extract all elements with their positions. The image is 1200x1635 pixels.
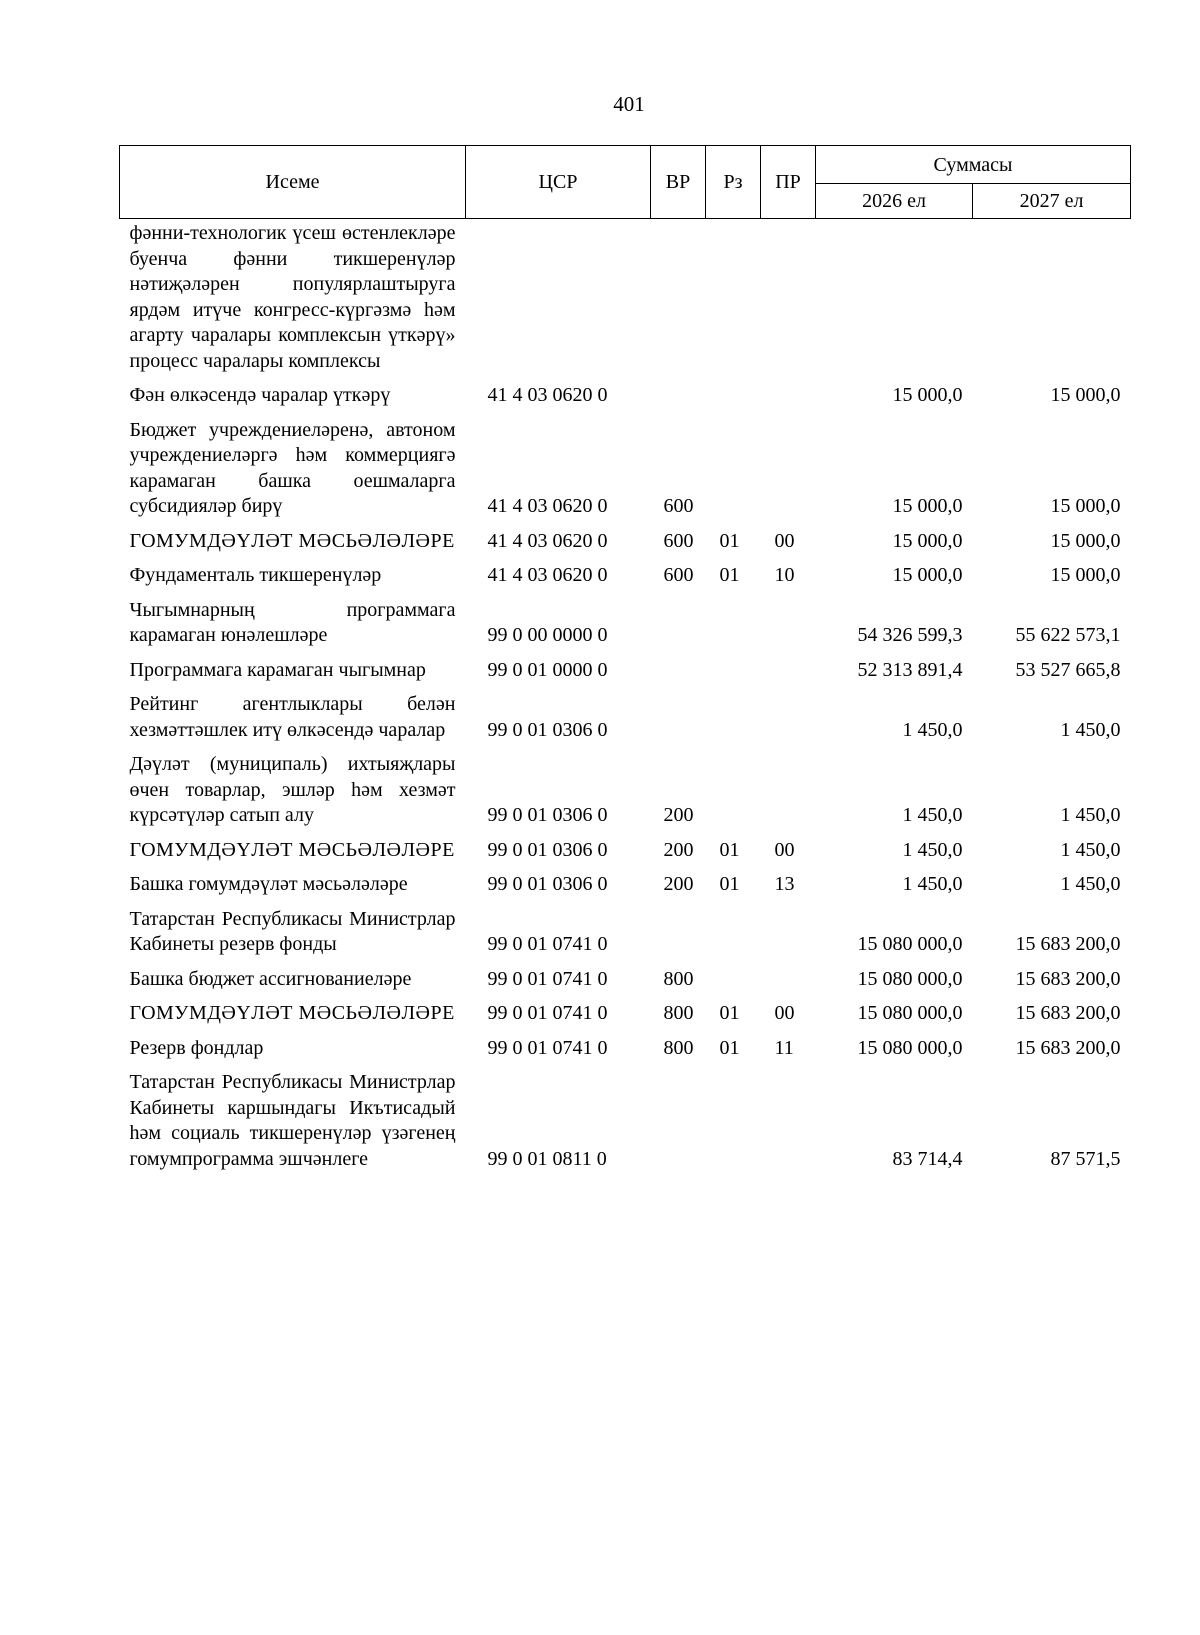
row-sum-2027: 15 000,0 bbox=[1050, 495, 1121, 517]
row-sum-2026 bbox=[816, 219, 973, 375]
row-pr-code bbox=[761, 1061, 816, 1172]
row-sum-2026: 15 000,0 bbox=[892, 384, 963, 406]
row-vr-code bbox=[651, 589, 706, 649]
row-sum-2026: 1 450,0 bbox=[902, 804, 963, 826]
row-csr-code: 99 0 01 0306 0 bbox=[487, 838, 608, 861]
row-csr-code: 41 4 03 0620 0 bbox=[487, 529, 608, 552]
row-name: Дәүләт (муниципаль) ихтыяҗлары өчен товарлар, эшләр һәм хезмәт күрсәтүләр сатып алу bbox=[129, 753, 456, 826]
row-pr-code: 00 bbox=[774, 529, 795, 552]
row-csr-code: 99 0 01 0000 0 bbox=[487, 658, 608, 681]
row-sum-2027: 1 450,0 bbox=[1060, 838, 1121, 861]
table-row bbox=[120, 743, 1131, 829]
row-pr-code bbox=[761, 649, 816, 684]
row-rz-code bbox=[706, 898, 761, 958]
table-header bbox=[120, 146, 1131, 219]
row-csr-code: 99 0 01 0306 0 bbox=[487, 718, 608, 741]
table-row bbox=[120, 898, 1131, 958]
page-number: 401 bbox=[613, 92, 645, 116]
row-name: Фундаменталь тикшеренүләр bbox=[129, 564, 382, 586]
header-vr: ВР bbox=[651, 146, 706, 219]
row-sum-2026: 15 000,0 bbox=[892, 495, 963, 517]
row-csr-code: 41 4 03 0620 0 bbox=[487, 495, 608, 517]
row-name: Резерв фондлар bbox=[129, 1036, 264, 1059]
row-name: Татарстан Республикасы Министрлар Кабинеты резерв фонды bbox=[129, 907, 456, 955]
row-sum-2027: 1 450,0 bbox=[1060, 873, 1121, 895]
row-sum-2026: 54 326 599,3 bbox=[857, 624, 963, 646]
row-csr-code: 99 0 01 0811 0 bbox=[487, 1147, 607, 1170]
row-name: Рейтинг агентлыклары белән хезмәттәшлек итү өлкәсендә чаралар bbox=[129, 693, 456, 741]
budget-table bbox=[119, 145, 1131, 1172]
row-sum-2026: 1 450,0 bbox=[902, 873, 963, 895]
row-rz-code bbox=[706, 1061, 761, 1172]
row-sum-2026: 15 000,0 bbox=[892, 529, 963, 552]
row-sum-2027: 15 000,0 bbox=[1050, 529, 1121, 552]
table-row bbox=[120, 649, 1131, 684]
row-name: ГОМУМДӘҮЛӘТ МӘСЬӘЛӘЛӘРЕ bbox=[129, 529, 455, 552]
row-pr-code: 00 bbox=[774, 838, 795, 861]
row-csr-code: 99 0 01 0741 0 bbox=[487, 1036, 608, 1059]
row-pr-code bbox=[761, 898, 816, 958]
row-pr-code bbox=[761, 958, 816, 993]
row-rz-code bbox=[706, 589, 761, 649]
row-sum-2027 bbox=[973, 219, 1131, 375]
row-sum-2026: 15 080 000,0 bbox=[857, 1036, 963, 1059]
row-vr-code: 800 bbox=[663, 1036, 694, 1059]
row-rz-code: 01 bbox=[719, 1036, 740, 1059]
row-pr-code: 13 bbox=[774, 873, 795, 895]
table-row bbox=[120, 554, 1131, 589]
header-sum: Суммасы bbox=[816, 146, 1131, 184]
row-csr-code: 99 0 01 0306 0 bbox=[487, 873, 608, 895]
row-name: Чыгымнарның программага карамаган юнәлешләре bbox=[129, 598, 456, 646]
row-sum-2026: 1 450,0 bbox=[902, 718, 963, 741]
row-pr-code bbox=[761, 743, 816, 829]
table-row bbox=[120, 829, 1131, 864]
row-rz-code: 01 bbox=[719, 564, 740, 586]
row-sum-2026: 15 000,0 bbox=[892, 564, 963, 586]
row-csr-code: 99 0 01 0306 0 bbox=[487, 804, 608, 826]
row-vr-code: 600 bbox=[663, 495, 694, 517]
row-pr-code bbox=[761, 219, 816, 375]
row-vr-code: 200 bbox=[663, 873, 694, 895]
row-vr-code bbox=[651, 683, 706, 743]
row-csr-code: 41 4 03 0620 0 bbox=[487, 564, 608, 586]
row-pr-code bbox=[761, 409, 816, 520]
row-vr-code: 600 bbox=[663, 529, 694, 552]
row-csr-code bbox=[466, 219, 651, 375]
table-row bbox=[120, 1061, 1131, 1172]
header-year-2026: 2026 ел bbox=[816, 184, 973, 219]
row-name: Бюджет учреждениеләренә, автоном учреждениеләргә һәм коммерциягә карамаган башка оешмаларга субсидияләр бирү bbox=[129, 418, 456, 517]
row-name: Татарстан Республикасы Министрлар Кабинеты каршындагы Икътисадый һәм социаль тикшеренүләр үзәгенең гомумпрограмма эшчәнлеге bbox=[129, 1071, 456, 1170]
row-sum-2027: 15 000,0 bbox=[1050, 384, 1121, 406]
row-name: Программага карамаган чыгымнар bbox=[129, 658, 426, 681]
row-vr-code bbox=[651, 898, 706, 958]
row-csr-code: 99 0 01 0741 0 bbox=[487, 933, 608, 955]
row-sum-2027: 15 000,0 bbox=[1050, 564, 1121, 586]
header-year-2027: 2027 ел bbox=[973, 184, 1131, 219]
row-sum-2027: 15 683 200,0 bbox=[1015, 1002, 1121, 1024]
header-pr: ПР bbox=[761, 146, 816, 219]
row-name: Башка бюджет ассигнованиеләре bbox=[129, 967, 412, 990]
table-row bbox=[120, 219, 1131, 375]
row-rz-code bbox=[706, 743, 761, 829]
table-row bbox=[120, 520, 1131, 555]
table-row bbox=[120, 683, 1131, 743]
row-rz-code: 01 bbox=[719, 529, 740, 552]
row-pr-code bbox=[761, 374, 816, 409]
row-sum-2027: 1 450,0 bbox=[1060, 804, 1121, 826]
row-vr-code: 200 bbox=[663, 804, 694, 826]
row-name: Фән өлкәсендә чаралар үткәрү bbox=[129, 384, 391, 406]
row-rz-code bbox=[706, 683, 761, 743]
row-sum-2027: 55 622 573,1 bbox=[1015, 624, 1121, 646]
row-sum-2026: 83 714,4 bbox=[892, 1147, 963, 1170]
row-name: Башка гомумдәүләт мәсьәләләре bbox=[129, 873, 408, 895]
row-name: фәнни-технологик үсеш өстенлекләре буенча фәнни тикшеренүләр нәтиҗәләрен популярлаштыруга ярдәм итүче конгресс-күргәзмә һәм агарту чаралары комплексын үткәрү» процесс чаралары комплексы bbox=[129, 222, 456, 372]
row-pr-code: 00 bbox=[774, 1002, 795, 1024]
row-pr-code bbox=[761, 589, 816, 649]
row-rz-code: 01 bbox=[719, 873, 740, 895]
row-sum-2027: 53 527 665,8 bbox=[1015, 658, 1121, 681]
table-row bbox=[120, 409, 1131, 520]
row-rz-code bbox=[706, 409, 761, 520]
table-row bbox=[120, 374, 1131, 409]
row-sum-2027: 15 683 200,0 bbox=[1015, 1036, 1121, 1059]
table-row bbox=[120, 992, 1131, 1027]
row-pr-code: 10 bbox=[774, 564, 795, 586]
row-name: ГОМУМДӘҮЛӘТ МӘСЬӘЛӘЛӘРЕ bbox=[129, 838, 455, 861]
row-rz-code: 01 bbox=[719, 838, 740, 861]
row-vr-code bbox=[651, 649, 706, 684]
row-csr-code: 41 4 03 0620 0 bbox=[487, 384, 608, 406]
row-sum-2026: 15 080 000,0 bbox=[857, 967, 963, 990]
row-rz-code bbox=[706, 374, 761, 409]
row-pr-code: 11 bbox=[774, 1036, 794, 1059]
table-row bbox=[120, 1027, 1131, 1062]
row-vr-code bbox=[651, 374, 706, 409]
row-rz-code bbox=[706, 958, 761, 993]
row-rz-code bbox=[706, 219, 761, 375]
row-sum-2026: 52 313 891,4 bbox=[857, 658, 963, 681]
row-sum-2027: 15 683 200,0 bbox=[1015, 933, 1121, 955]
row-vr-code bbox=[651, 1061, 706, 1172]
row-sum-2026: 1 450,0 bbox=[902, 838, 963, 861]
header-name: Исеме bbox=[120, 146, 466, 219]
header-rz: Рз bbox=[706, 146, 761, 219]
row-vr-code bbox=[651, 219, 706, 375]
row-sum-2026: 15 080 000,0 bbox=[857, 1002, 963, 1024]
row-vr-code: 600 bbox=[663, 564, 694, 586]
row-sum-2027: 1 450,0 bbox=[1060, 718, 1121, 741]
row-sum-2027: 87 571,5 bbox=[1050, 1147, 1121, 1170]
row-csr-code: 99 0 01 0741 0 bbox=[487, 1002, 608, 1024]
row-csr-code: 99 0 01 0741 0 bbox=[487, 967, 608, 990]
row-sum-2026: 15 080 000,0 bbox=[857, 933, 963, 955]
row-sum-2027: 15 683 200,0 bbox=[1015, 967, 1121, 990]
row-vr-code: 800 bbox=[663, 967, 694, 990]
row-csr-code: 99 0 00 0000 0 bbox=[487, 624, 608, 646]
table-row bbox=[120, 589, 1131, 649]
row-name: ГОМУМДӘҮЛӘТ МӘСЬӘЛӘЛӘРЕ bbox=[129, 1002, 455, 1024]
row-pr-code bbox=[761, 683, 816, 743]
table-row bbox=[120, 863, 1131, 898]
header-csr: ЦСР bbox=[466, 146, 651, 219]
row-rz-code bbox=[706, 649, 761, 684]
table-row bbox=[120, 958, 1131, 993]
row-vr-code: 800 bbox=[663, 1002, 694, 1024]
table-body bbox=[120, 219, 1131, 1173]
row-rz-code: 01 bbox=[719, 1002, 740, 1024]
row-vr-code: 200 bbox=[663, 838, 694, 861]
